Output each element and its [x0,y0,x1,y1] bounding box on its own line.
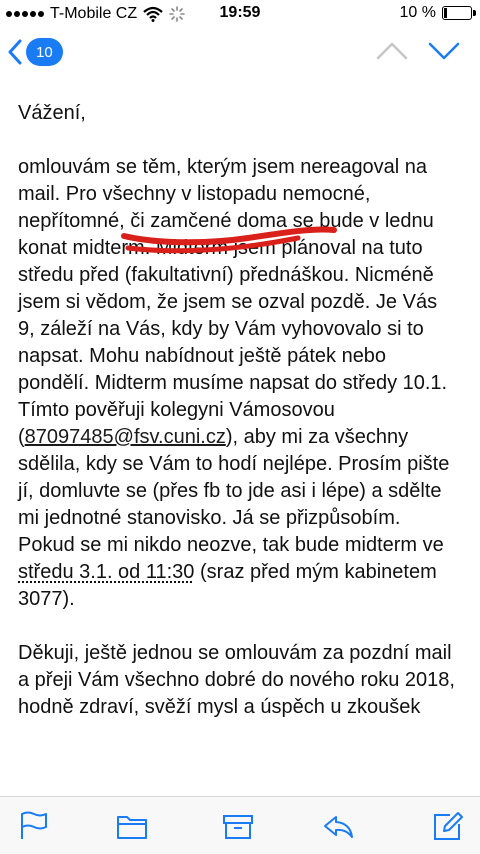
next-message-button[interactable] [428,40,460,62]
folder-icon[interactable] [116,811,148,841]
closing-paragraph: Děkuji, ještě jednou se omlouvám za pozdní mail a přeji Vám všechno dobré do nového roku 2018, hodně zdraví, svěží mysl a úspěch u zkoušek [18,642,455,718]
greeting: Vážení, [18,102,86,124]
back-button[interactable] [8,38,63,66]
chevron-left-icon [8,39,22,65]
red-annotation-underline [118,222,342,262]
unread-count-badge: 10 [26,38,63,66]
flag-icon[interactable] [18,811,50,841]
nav-bar [0,30,480,76]
previous-message-button[interactable] [376,40,408,62]
email-link[interactable]: 87097485@fsv.cuni.cz [24,426,226,448]
compose-icon[interactable] [432,811,464,841]
reply-icon[interactable] [322,811,354,841]
status-time: 19:59 [219,4,261,21]
body-text-3: (sraz před mým kabinetem 3077). [18,561,437,610]
battery-icon [442,6,472,20]
status-bar [0,0,480,28]
battery-percent: 10 % [399,4,436,21]
date-link[interactable]: středu 3.1. od 11:30 [18,561,195,583]
status-right [400,4,472,22]
body-text-1: omlouvám se těm, kterým jsem nereagoval na mail. Pro všechny v listopadu nemocné, nepřítomné, či zamčené doma se bude v lednu konat midterm. Midterm jsem plánoval na tuto středu před (fakultativní) přednáškou. Nicméně jsem si vědom, že jsem se ozval pozdě. Je Vás 9, záleží na Vás, kdy by Vám vyhovovalo si to napsat. Mohu nabídnout ještě pátek nebo pondělí. Midterm musíme napsat do středy 10.1. Tímto pověřuji kolegyni Vámosovou ( [18,156,448,448]
email-body [18,100,458,748]
battery-level-fill [444,8,447,18]
archive-icon[interactable] [222,811,254,841]
carrier-label: T-Mobile CZ [50,5,138,22]
bottom-toolbar [0,796,480,854]
body-text-2: ), aby mi za všechny sdělila, kdy se Vám to hodí nejlépe. Prosím pište jí, domluvte se (přes fb to jde asi i lépe) a sdělte mi jednotné stanovisko. Já se přizpůsobím. Pokud se mi nikdo neozve, tak bude midterm ve [18,426,450,556]
